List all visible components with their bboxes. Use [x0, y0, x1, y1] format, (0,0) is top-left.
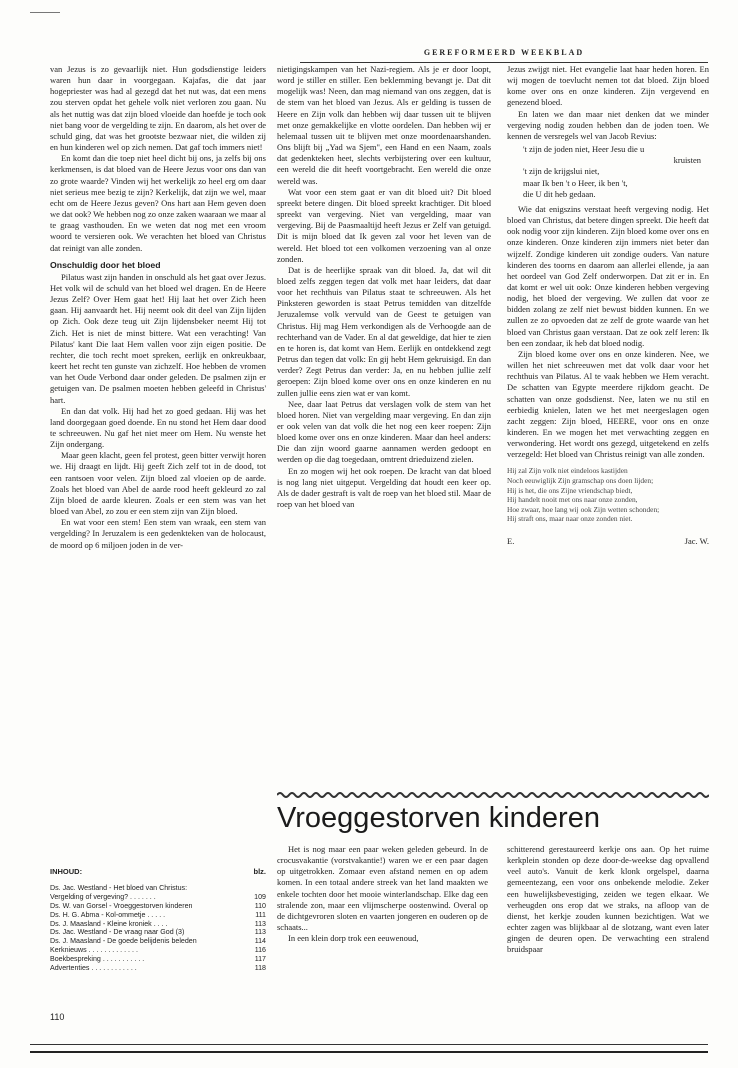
paragraph: En laten we dan maar niet denken dat we minder vergeving nodig zouden hebben dan de joden toen. We kennen de versregels wel van Jacob Revius: [507, 108, 709, 141]
paragraph: Zijn bloed kome over ons en onze kinderen. Nee, we willen het niet schreeuwen met dat volk daar voor het rechthuis van Pilatus. Al te vaak hebben we Hem veracht. De schatten van Egypte meerdere rijkdom geacht. De schatten van onze godsdienst. Nee, laten we nu stil en eerbiedig knielen, laten we het met neergeslagen ogen zacht zeggen: Zijn bloed, HEERE, voor ons en onze kinderen. En we mogen het met verwachting zeggen en verwondering. Het wordt ons gezegd, uitgetekend en zelfs verzegeld: Het bloed van Christus reinigt van alle zonden. [507, 348, 709, 460]
toc-row [50, 928, 266, 937]
table-of-contents [50, 868, 266, 973]
top-mark [30, 12, 60, 13]
toc-title: Kerknieuws . . . . . . . . . . . . . [50, 946, 138, 955]
toc-row [50, 955, 266, 964]
toc-title: Ds. J. Maasland - Kleine kroniek . . . . [50, 919, 168, 928]
toc-page: 118 [254, 964, 266, 973]
toc-title: Advertenties . . . . . . . . . . . . [50, 964, 137, 973]
toc-title: Ds. W. van Gorsel - Vroeggestorven kinderen [50, 901, 193, 910]
paragraph: Wie dat enigszins verstaat heeft vergeving nodig. Het bloed van Christus, dat betere dingen spreekt. Die heeft dat ook nodig voor zijn kinderen. Zijn bloed kome over ons en onze kinderen. Onze kinderen zijn immers niet beter dan wijzelf. Zondige kinderen uit zondige ouders. Van nature kinderen des toorns en daarom aan allerlei ellende, ja aan het oordeel van God Zelf onderworpen. Dat zit er in. En dat komt er wel uit ook: Onze kinderen hebben vergeving nodig, het bloed der vergeving. We zullen dat voor ze bidden zolang ze zelf niet bewust bidden kunnen. En we zullen ze zo opvoeden dat ze zelf de grote waarde van het bloed van Christus gaan verstaan. Dat ze ook zelf leren: Ik ben een zondaar, ik heb dat bloed nodig. [507, 203, 709, 348]
paragraph: Dat is de heerlijke spraak van dit bloed. Ja, dat wil dit bloed zelfs zeggen tegen dat volk met haar leiders, dat daar voor het rechthuis van Pilatus staat te schreeuwen. Als het Pinksteren geworden is staat Petrus temidden van ditzelfde Jeruzalemse volk vervuld van de Geest te getuigen van Christus. Hij mag Hem verkondigen als de Verhoogde aan de rechterhand van de Vader. En al dat geweldige, dat hier te zien en te horen is, dat komt van Hem. Eerlijk en ontdekkend zegt Petrus dan tegen dat volk: En gij hebt Hem gekruisigd. En dan verder? Zegt Petrus dan verder: Ja, en nu hebben jullie zelf geroepen: Zijn bloed kome over ons en onze kinderen en nu zullen jullie eens zien wat er van komt. [277, 264, 491, 398]
toc-page: 110 [254, 901, 266, 910]
hymn-line: Hij handelt nooit met ons naar onze zonden, [507, 495, 638, 505]
toc-page: 117 [254, 955, 266, 964]
header-rule [300, 62, 708, 63]
hymn-line: Noch eeuwiglijk Zijn gramschap ons doen lijden; [507, 476, 654, 486]
column-1 [50, 64, 266, 551]
verse-line: 't zijn de krijgslui niet, [523, 166, 600, 177]
toc-page-label: blz. [253, 867, 266, 876]
toc-header [50, 868, 266, 877]
toc-title: Ds. Jac. Westland - Het bloed van Christus: [50, 883, 188, 892]
paragraph: En wat voor een stem! Een stem van wraak, een stem van vergelding? In Jeruzalem is een gedenkteken van de holocaust, de moord op 6 miljoen joden in de ver- [50, 517, 266, 550]
toc-page [244, 884, 266, 893]
article-column-right [507, 844, 709, 956]
hymn-line: Hoe zwaar, hoe lang wij ook Zijn wetten schonden; [507, 504, 660, 514]
toc-page: 113 [254, 919, 266, 928]
toc-page: 113 [254, 928, 266, 937]
paragraph: Het is nog maar een paar weken geleden gebeurd. In de crocusvakantie (vorstvakantie!) waren we er een paar dagen op uitgetrokken. Zomaar even afstand nemen en op adem komen. In een totaal andere streek van het land maakten we enkele tochten door het mooie winterlandschap. Elke dag een stralende zon, maar een vlijmscherpe oostenwind. Overal op de dichtgevroren sloten en vaarten jongeren en ouderen op de schaats... [277, 844, 488, 933]
toc-row [50, 920, 266, 929]
toc-page: 111 [255, 910, 266, 919]
toc-heading: INHOUD: [50, 867, 83, 876]
paragraph: Pilatus wast zijn handen in onschuld als het gaat over Jezus. Het volk wil de schuld van het bloed wel dragen. En de Heere Jezus Zelf? Over Hem gaat het! Hij laat het over Zich heen gaan. Hij aanvaardt het. Hij neemt ook dit deel van Zijn lijden op Zich. Ook deze teug uit Zijn lijdensbeker neemt Hij tot Zich. Het is niet de minst bittere. Wat een verachting! Van Pilatus' kant Die laat Hem vallen voor zijn eigen positie. De rechter, die toch recht moet spreken, eerlijk en onkreukbaar, keert het recht ten gunste van zichzelf. Hoe hebben de vromen van het Oude Verbond daar onder geleden. De psalmen zijn er getuigen van. De psalmen moeten hebben geleefd in Christus' hart. [50, 271, 266, 405]
running-header: GEREFORMEERD WEEKBLAD [423, 48, 585, 57]
toc-page: 116 [254, 946, 266, 955]
hymn-line: Hij straft ons, maar naar onze zonden niet. [507, 514, 633, 524]
bottom-rule-thick [30, 1051, 708, 1053]
paragraph: Wat voor een stem gaat er van dit bloed uit? Dit bloed spreekt betere dingen. Dit bloed spreekt krachtiger. Dit bloed spreekt van vergeving. Niet van vergelding, maar van vergeving. Bij de Paasmaaltijd heeft Jezus er Zelf van getuigd. Dit is mijn bloed dat Ik geven zal voor het leven van de wereld. Het bloed tot een volkomen verzoening van al onze zonden. [277, 186, 491, 264]
verse-line: die U dit heb gedaan. [523, 188, 596, 199]
author-signature: Jac. W. [684, 536, 709, 547]
paragraph: Jezus zwijgt niet. Het evangelie laat haar heden horen. En wij mogen de toevlucht nemen tot dat bloed. Zijn bloed kome over ons en onze kinderen. Zijn vergevend en genezend bloed. [507, 64, 709, 108]
toc-row [50, 946, 266, 955]
toc-page: 109 [254, 892, 266, 901]
hymn-line: Hij is het, die ons Zijne vriendschap biedt, [507, 485, 633, 495]
paragraph: van Jezus is zo gevaarlijk niet. Hun godsdienstige leiders waren hun daar in voorgegaan. Kajafas, die dat jaar hogepriester was had al gezegd dat het nut was, dat een mens zou sterven opdat het gehele volk niet verloren zou gaan. Nu als het nuttig was dat zijn bloed vloeide dan hoefde je toch ook niet bang voor de vergelding te zijn. En daarom, als het over de schuld ging, dat was het grootste bezwaar niet, die wilden zij en hun kinderen wel op zich nemen. Dat gaf toch immers niet! [50, 64, 266, 153]
toc-page: 114 [254, 937, 266, 946]
paragraph: En zo mogen wij het ook roepen. De kracht van dat bloed is nog lang niet uitgeput. Vergelding dat houdt een keer op. Als de dader gestraft is valt de roep van het bloed stil. Maar de roep van het bloed van [277, 465, 491, 510]
toc-title: Ds. H. G. Abma - Kol-ommetje . . . . . [50, 910, 166, 919]
page-number: 110 [50, 1012, 65, 1022]
toc-row [50, 911, 266, 920]
toc-row [50, 964, 266, 973]
toc-row [50, 902, 266, 911]
paragraph: schitterend gerestaureerd kerkje ons aan. Op het ruime kerkplein stonden op deze door-de-weekse dag opvallend veel auto's. Vanuit de kerk klonk orgelspel, daarna gemeentezang, een voor ons onbekende melodie. Zeker een huwelijksbevestiging, zeiden we tegen elkaar. We verheugden ons erop dat we straks, na afloop van de dienst, het kerkje zouden kunnen bezichtigen. Wat we echter zagen was blijkbaar al de slotzang, want even later gingen de deuren open. De verwachting een stralend bruidspaar [507, 844, 709, 955]
paragraph: Maar geen klacht, geen fel protest, geen bitter verwijt horen we. Hij draagt en lijdt. Hij geeft Zich zelf tot in de dood, tot een rantsoen voor velen. Zijn bloed zal vloeien op de aarde. Zoals het bloed van Abel de aarde rood heeft gekleurd zo zal Zijn bloed de aarde kleuren. Zoals er een stem was van het bloed van Abel, zo zou er een stem zijn van Zijn bloed. [50, 450, 266, 517]
verse-line: kruisten [673, 155, 701, 166]
toc-title: Boekbespreking . . . . . . . . . . . [50, 955, 145, 964]
paragraph: En komt dan die toep niet heel dicht bij ons, ja zelfs bij ons kerkmensen, is dat bloed van de Heere Jezus voor ons dan van zo grote waarde? Vinden wij het werkelijk zo heel erg om daar niet serieus mee bezig te zijn? Kerkelijk, dat zijn we wel, maar echt om de Heere Jezus geven? Ons hart aan Hem geven doen we dat ook? We hebben nog zo onze zaken waaraan we maar al te graag vasthouden. En we weten dat nog met een vroom woord te versieren ook. We verachten het bloed van Christus dat reinigt van alle zonden. [50, 153, 266, 253]
toc-row [50, 937, 266, 946]
toc-row [50, 884, 266, 893]
toc-title: Vergelding of vergeving? . . . . . . . [50, 892, 156, 901]
paragraph: nietigingskampen van het Nazi-regiem. Als je er door loopt, word je stiller en stiller. Een beklemming bevangt je. Dat dit mogelijk was! Neen, dan mag niemand van ons zeggen, dat is de stem van het bloed van Jezus. Als er gelding is tussen de Heere en Zijn volk dan hebben wij daar tussen uit te blijven met onze gemakkelijke en vlotte oordelen. Dan hebben wij er helemaal tussen uit te blijven met onze moordenaarshanden. Ons blijft bij „Yad wa Sjem", een Hand en een Naam, zoals dat gedenkteken heet, slechts verbijstering over een kultuur, een wereld die dit heeft voortgebracht. Een wereld die onze wereld was. [277, 64, 491, 186]
paragraph: In een klein dorp trok een eeuwenoud, [288, 933, 419, 944]
hymn-line: Hij zal Zijn volk niet eindeloos kastijden [507, 466, 628, 476]
column-3 [507, 64, 709, 547]
verse-line: maar Ik ben 't o Heer, ik ben 't, [523, 177, 628, 188]
paragraph: En dan dat volk. Hij had het zo goed gedaan. Hij was het land doorgegaan goed doende. En nu stond het Hem daar dood te schreeuwen. Nu gaf het niet meer om Hem. Nu wenste het Zijn ondergang. [50, 405, 266, 450]
verse-line: 't zijn de joden niet, Heer Jesu die u [523, 144, 645, 155]
toc-title: Ds. Jac. Westland - De vraag naar God (3) [50, 928, 185, 937]
wave-divider [277, 790, 709, 800]
column-2 [277, 64, 491, 510]
section-heading: Onschuldig door het bloed [50, 259, 161, 270]
paragraph: Nee, daar laat Petrus dat verslagen volk de stem van het bloed horen. Niet van vergelding maar vergeving. En dan zijn er ook velen van dat volk die het nog een keer roepen: Zijn bloed kome over ons en onze kinderen. Maar dan heel anders: Die dan zijn woord gaarne aannamen werden gedoopt en werden op die dag toegedaan, omtrent drieduizend zielen. [277, 398, 491, 465]
toc-row [50, 893, 266, 902]
article-column-left [277, 844, 488, 944]
verse-quote [523, 144, 709, 200]
signature-initial: E. [507, 536, 515, 547]
toc-title: Ds. J. Maasland - De goede belijdenis beleden [50, 937, 197, 946]
signature-line [507, 536, 709, 547]
hymn-quote [507, 466, 709, 524]
article-title: Vroeggestorven kinderen [277, 802, 600, 834]
bottom-rule [30, 1044, 708, 1045]
